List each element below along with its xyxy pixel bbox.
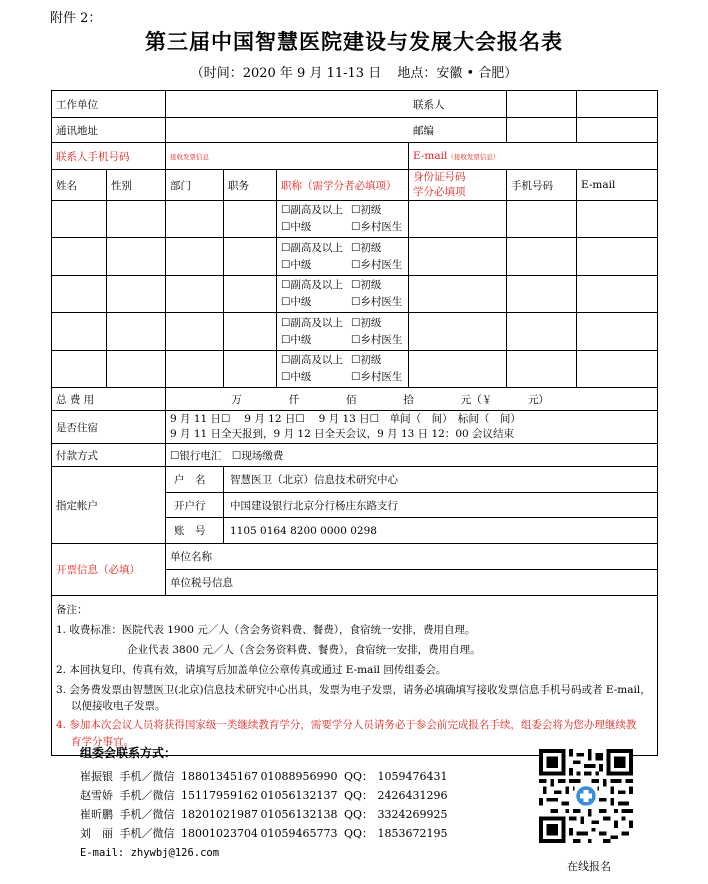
- attendee-dept-input[interactable]: [166, 351, 224, 388]
- attendee-id-input[interactable]: [409, 276, 507, 313]
- contact-phone: 01059465773: [260, 827, 338, 840]
- attendee-id-input[interactable]: [409, 313, 507, 351]
- header-title: 职称（需学分者必填项）: [277, 170, 409, 201]
- attendee-row: [52, 276, 658, 313]
- title-senior-checkbox[interactable]: ☐副高及以上: [281, 354, 343, 366]
- total-fee-input[interactable]: [166, 388, 658, 411]
- attendee-name-input[interactable]: [52, 313, 107, 351]
- email-input[interactable]: [409, 143, 658, 170]
- attendee-email-input[interactable]: [577, 201, 658, 238]
- title-junior-checkbox[interactable]: ☐初级: [351, 241, 382, 254]
- page-subtitle: [0, 62, 708, 81]
- contact-label: 手机／微信: [119, 770, 175, 783]
- notes-section: [52, 596, 658, 756]
- contact-phone-input[interactable]: [166, 143, 409, 170]
- attendee-title-options[interactable]: [277, 351, 409, 388]
- lodging-options[interactable]: [166, 411, 658, 444]
- contact-name: 刘 丽: [80, 827, 113, 840]
- attendee-name-input[interactable]: [52, 276, 107, 313]
- contact-phone-label: 联系人手机号码: [52, 143, 166, 170]
- lodging-label: 是否住宿: [52, 411, 166, 444]
- attendee-email-input[interactable]: [577, 351, 658, 388]
- title-senior-checkbox[interactable]: ☐副高及以上: [281, 241, 343, 254]
- postcode-label: 邮编: [409, 118, 479, 143]
- contact-mobile: 18801345167: [181, 770, 258, 783]
- attendee-mobile-input[interactable]: [507, 313, 577, 351]
- total-fee-label: 总 费 用: [52, 388, 166, 411]
- payment-label: 付款方式: [52, 444, 166, 467]
- note-1b: 企业代表 3800 元／人（含会务资料费、餐费），食宿统一安排，费用自理。: [127, 644, 481, 656]
- attendee-id-input[interactable]: [409, 351, 507, 388]
- contact-qq: 2426431296: [377, 789, 448, 802]
- attendee-position-input[interactable]: [224, 313, 277, 351]
- attendee-gender-input[interactable]: [107, 313, 166, 351]
- qr-label: 在线报名: [567, 860, 611, 873]
- contact-phone: 01056132137: [260, 789, 338, 802]
- lodging-line1[interactable]: 9 月 11 日☐ 9 月 12 日☐ 9 月 13 日☐ 单间（ 间） 标间（ 间）: [170, 413, 521, 425]
- invoice-receive-note: 接收发票信息: [170, 153, 209, 161]
- attendee-position-input[interactable]: [224, 238, 277, 276]
- contact-row: [80, 824, 448, 843]
- contact-row: [80, 805, 448, 824]
- attendee-name-input[interactable]: [52, 201, 107, 238]
- contact-mobile: 18001023704: [181, 827, 258, 840]
- attendee-mobile-input[interactable]: [507, 276, 577, 313]
- meeting-place: 地点：安徽 • 合肥）: [397, 66, 518, 81]
- title-senior-checkbox[interactable]: ☐副高及以上: [281, 204, 343, 216]
- note-1a: 1. 收费标准：医院代表 1900 元／人（含会务资料费、餐费），食宿统一安排，费用自理。: [56, 624, 476, 636]
- header-position: 职务: [224, 170, 277, 201]
- contact-qq-label: QQ：: [344, 827, 374, 840]
- title-junior-checkbox[interactable]: ☐初级: [351, 279, 382, 291]
- organizer-contacts: [80, 744, 448, 843]
- contact-name: 赵雪娇: [80, 789, 113, 802]
- note-3a: 3. 会务费发票由智慧医卫(北京)信息技术研究中心出具，发票为电子发票，请务必填确填写接收发票信息手机号码或者 E-mail，: [56, 684, 651, 696]
- email-note: （接收发票信息）: [447, 153, 500, 161]
- header-email: E-mail: [577, 170, 658, 201]
- account-bank-value: 中国建设银行北京分行杨庄东路支行: [224, 493, 658, 518]
- account-name-value: 智慧医卫（北京）信息技术研究中心: [224, 467, 658, 493]
- attendee-id-input[interactable]: [409, 201, 507, 238]
- postcode-input[interactable]: [577, 118, 658, 143]
- title-junior-checkbox[interactable]: ☐初级: [351, 204, 382, 216]
- attendee-title-options[interactable]: [277, 201, 409, 238]
- fee-qian: 仟: [288, 393, 300, 406]
- title-middle-checkbox[interactable]: ☐中级: [281, 371, 312, 383]
- invoice-unit-name[interactable]: 单位名称: [166, 544, 658, 570]
- contact-qq-label: QQ：: [344, 770, 374, 783]
- address-label: 通讯地址: [52, 118, 166, 143]
- contact-mobile: 18201021987: [181, 808, 258, 821]
- note-3b: 以便接收电子发票。: [71, 700, 166, 712]
- title-junior-checkbox[interactable]: ☐初级: [351, 354, 382, 366]
- title-village-checkbox[interactable]: ☐乡村医生: [351, 258, 403, 271]
- fee-shi: 拾: [403, 393, 414, 406]
- contact-row: [80, 767, 448, 786]
- fee-wan: 万: [231, 393, 242, 406]
- payment-options[interactable]: ☐银行电汇 ☐现场缴费: [166, 444, 658, 467]
- fee-bai: 佰: [346, 393, 357, 406]
- notes-head: 备注：: [56, 604, 88, 616]
- header-gender: 性别: [107, 170, 166, 201]
- contact-person-input[interactable]: [577, 91, 658, 118]
- account-number-value: 1105 0164 8200 0000 0298: [224, 518, 658, 544]
- header-dept: 部门: [166, 170, 224, 201]
- attendee-id-input[interactable]: [409, 238, 507, 276]
- attendee-name-input[interactable]: [52, 351, 107, 388]
- contact-qq-label: QQ：: [344, 789, 374, 802]
- title-village-checkbox[interactable]: ☐乡村医生: [351, 296, 403, 308]
- attendee-email-input[interactable]: [577, 313, 658, 351]
- contacts-head: 组委会联系方式：: [80, 746, 177, 760]
- invoice-label: 开票信息（必填）: [52, 544, 166, 596]
- title-village-checkbox[interactable]: ☐乡村医生: [351, 333, 403, 346]
- contact-qq: 1059476431: [377, 770, 448, 783]
- title-village-checkbox[interactable]: ☐乡村医生: [351, 221, 403, 233]
- attendee-row: [52, 238, 658, 276]
- contact-name: 崔昕鹏: [80, 808, 113, 821]
- fee-yuan-end: 元）: [528, 393, 550, 406]
- title-middle-checkbox[interactable]: ☐中级: [281, 258, 312, 271]
- account-name-label: 户 名: [166, 467, 224, 493]
- attendee-position-input[interactable]: [224, 276, 277, 313]
- attendee-email-input[interactable]: [577, 238, 658, 276]
- attendee-email-input[interactable]: [577, 276, 658, 313]
- qr-code-icon[interactable]: [539, 749, 633, 843]
- work-unit-label: 工作单位: [52, 91, 166, 118]
- account-bank-label: 开户行: [166, 493, 224, 518]
- fee-yuan: 元（￥: [460, 393, 493, 406]
- attendee-title-options[interactable]: [277, 313, 409, 351]
- title-village-checkbox[interactable]: ☐乡村医生: [351, 371, 403, 383]
- attendee-title-options[interactable]: [277, 238, 409, 276]
- title-middle-checkbox[interactable]: ☐中级: [281, 221, 312, 233]
- contact-label: 手机／微信: [119, 808, 175, 821]
- attendee-dept-input[interactable]: [166, 313, 224, 351]
- email-label: E-mail: [413, 150, 448, 162]
- note-4b: 育学分事宜。: [71, 736, 134, 748]
- account-label: 指定帐户: [52, 467, 166, 544]
- contact-qq: 3324269925: [377, 808, 448, 821]
- attendee-mobile-input[interactable]: [507, 238, 577, 276]
- header-name: 姓名: [52, 170, 107, 201]
- header-id-line2: 学分必填项: [413, 186, 466, 198]
- attendee-title-options[interactable]: [277, 276, 409, 313]
- attendee-position-input[interactable]: [224, 351, 277, 388]
- contact-qq: 1853672195: [377, 827, 448, 840]
- attendee-row: [52, 201, 658, 238]
- title-senior-checkbox[interactable]: ☐副高及以上: [281, 316, 343, 329]
- attendee-gender-input[interactable]: [107, 351, 166, 388]
- contact-qq-label: QQ：: [344, 808, 374, 821]
- attendee-mobile-input[interactable]: [507, 201, 577, 238]
- attachment-label: 附件 2：: [50, 11, 102, 26]
- organizer-email: E-mail: zhywbj@126.com: [80, 847, 220, 859]
- contact-phone: 01056132138: [260, 808, 338, 821]
- contact-label: 手机／微信: [119, 789, 175, 802]
- title-middle-checkbox[interactable]: ☐中级: [281, 296, 312, 308]
- registration-form: [51, 90, 658, 756]
- attendee-name-input[interactable]: [52, 238, 107, 276]
- contact-label: 手机／微信: [119, 827, 175, 840]
- title-junior-checkbox[interactable]: ☐初级: [351, 316, 382, 329]
- note-4a: 4. 参加本次会议人员将获得国家级一类继续教育学分，需要学分人员请务必于参会前完成报名手续，组委会将为您办理继续教: [56, 719, 637, 731]
- attendee-gender-input[interactable]: [107, 201, 166, 238]
- attendee-dept-input[interactable]: [166, 201, 224, 238]
- account-number-label: 账 号: [166, 518, 224, 544]
- title-middle-checkbox[interactable]: ☐中级: [281, 333, 312, 346]
- header-id: [409, 170, 507, 201]
- contact-phone: 01088956990: [260, 770, 338, 783]
- invoice-tax-id[interactable]: 单位税号信息: [166, 570, 658, 596]
- attendee-dept-input[interactable]: [166, 276, 224, 313]
- contact-name: 崔振银: [80, 770, 113, 783]
- contact-person-label: 联系人: [409, 91, 479, 118]
- attendee-row: [52, 351, 658, 388]
- attendee-position-input[interactable]: [224, 201, 277, 238]
- attendee-gender-input[interactable]: [107, 276, 166, 313]
- attendee-dept-input[interactable]: [166, 238, 224, 276]
- note-2: 2. 本回执复印、传真有效，请填写后加盖单位公章传真或通过 E-mail 回传组委会。: [56, 664, 447, 676]
- lodging-line2: 9 月 11 日全天报到，9 月 12 日全天会议，9 月 13 日 12：00 会议结束: [170, 428, 515, 440]
- page-title: 第三届中国智慧医院建设与发展大会报名表: [145, 29, 563, 54]
- attendee-mobile-input[interactable]: [507, 351, 577, 388]
- contact-row: [80, 786, 448, 805]
- attendee-row: [52, 313, 658, 351]
- header-id-line1: 身份证号码: [413, 171, 466, 183]
- contact-mobile: 15117959162: [181, 789, 258, 802]
- attendee-gender-input[interactable]: [107, 238, 166, 276]
- title-senior-checkbox[interactable]: ☐副高及以上: [281, 279, 343, 291]
- header-mobile: 手机号码: [507, 170, 577, 201]
- meeting-time: （时间：2020 年 9 月 11-13 日: [190, 66, 382, 81]
